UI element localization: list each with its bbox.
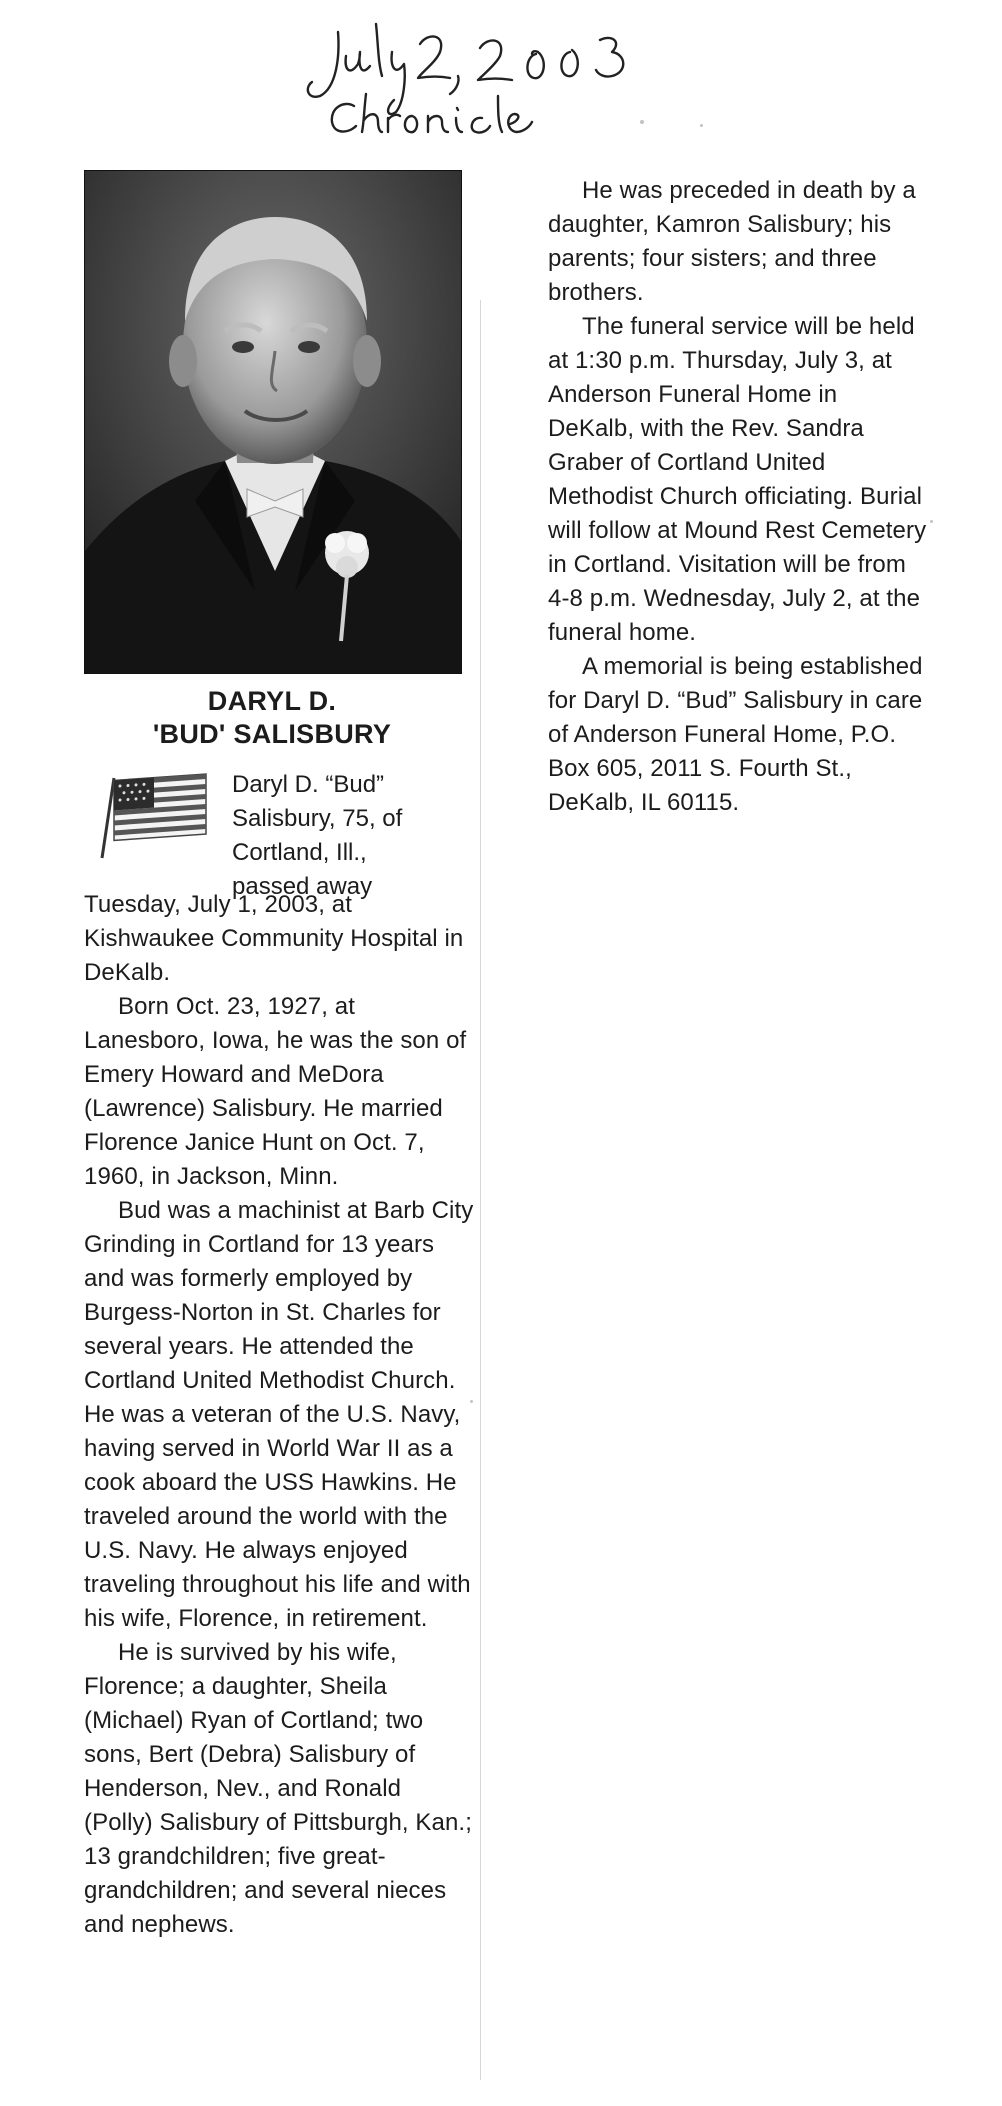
lead-line: Salisbury, 75, of <box>232 805 403 832</box>
lead-lines <box>232 768 472 904</box>
lead-line: Cortland, Ill., <box>232 839 367 866</box>
lead-line: passed away <box>232 873 373 900</box>
portrait-photo <box>84 170 462 674</box>
heading-name-line-2: 'BUD' SALISBURY <box>152 719 392 749</box>
paragraph-career: Bud was a machinist at Barb City Grinding in Cortland for 13 years and was formerly employed by Burgess-Norton in St. Charles for several years. He attended the Cortland United Methodist Church. He was a veteran of the U.S. Navy, having served in World War II as a cook aboard the USS Hawkins. He traveled around the world with the U.S. Navy. He always enjoyed traveling throughout his life and with his wife, Florence, in retirement. <box>84 1197 474 1632</box>
scan-speck <box>700 124 703 127</box>
scan-speck <box>640 120 644 124</box>
paragraph-memorial: A memorial is being established for Daryl D. “Bud” Salisbury in care of Anderson Funeral Home, P.O. Box 605, 2011 S. Fourth St., DeKalb, IL 60115. <box>548 653 923 816</box>
handwritten-date-note <box>300 18 760 148</box>
american-flag-icon <box>92 768 212 864</box>
paragraph-preceded: He was preceded in death by a daughter, Kamron Salisbury; his parents; four sisters; and three brothers. <box>548 177 916 306</box>
left-column-text <box>84 888 474 1942</box>
scan-speck <box>930 520 933 523</box>
lead-continued: Tuesday, July 1, 2003, at Kishwaukee Community Hospital in DeKalb. <box>84 891 464 986</box>
heading-name-line-1: DARYL D. <box>207 686 337 716</box>
right-column-text <box>548 174 928 820</box>
obituary-heading <box>84 685 460 751</box>
column-divider <box>480 300 481 2080</box>
paragraph-birth: Born Oct. 23, 1927, at Lanesboro, Iowa, he was the son of Emery Howard and MeDora (Lawrence) Salisbury. He married Florence Janice Hunt on Oct. 7, 1960, in Jackson, Minn. <box>84 993 467 1190</box>
paragraph-funeral: The funeral service will be held at 1:30 p.m. Thursday, July 3, at Anderson Funeral Home in DeKalb, with the Rev. Sandra Graber of Cortland United Methodist Church officiating. Burial will follow at Mound Rest Cemetery in Cortland. Visitation will be from 4-8 p.m. Wednesday, July 2, at the funeral home. <box>548 313 927 646</box>
paragraph-survivors: He is survived by his wife, Florence; a daughter, Sheila (Michael) Ryan of Cortland; two sons, Bert (Debra) Salisbury of Henderson, Nev., and Ronald (Polly) Salisbury of Pittsburgh, Kan.; 13 grandchildren; five great-grandchildren; and several nieces and nephews. <box>84 1639 472 1938</box>
scan-speck <box>470 1400 473 1403</box>
lead-line: Daryl D. “Bud” <box>232 771 385 798</box>
